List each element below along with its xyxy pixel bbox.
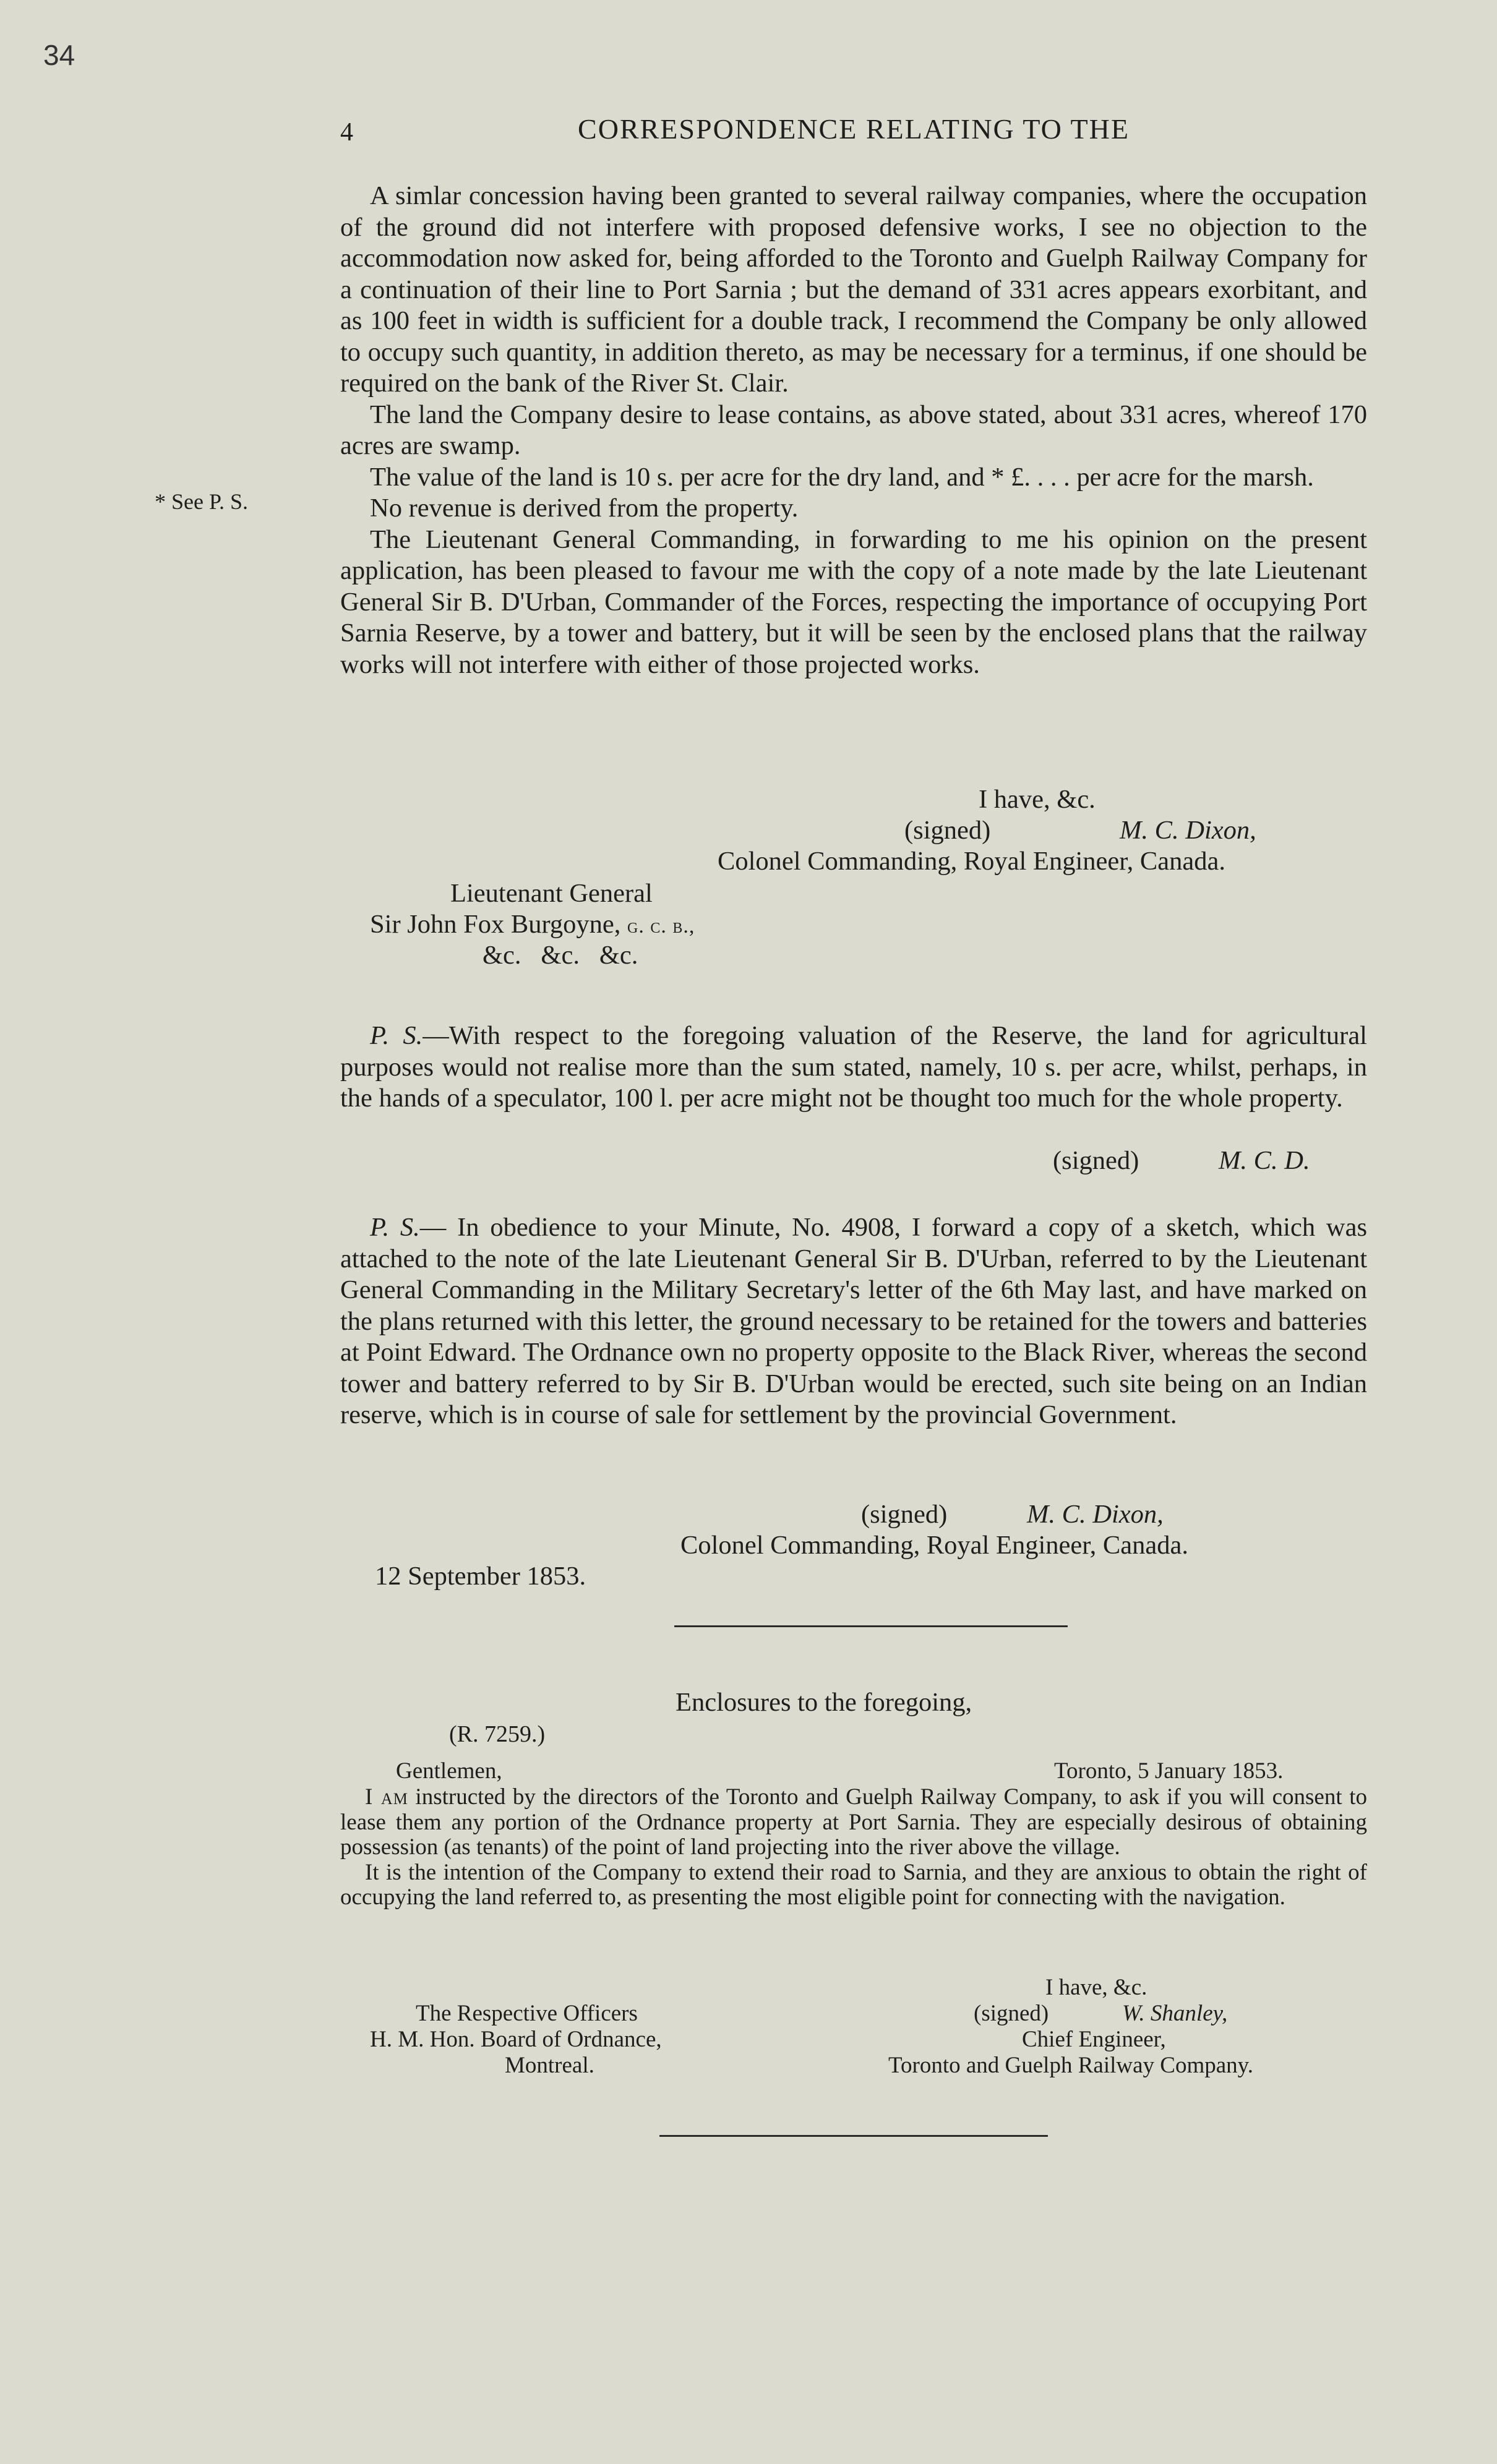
enclosure-signer-company: Toronto and Guelph Railway Company. — [888, 2053, 1253, 2078]
enclosure-lead: I am — [365, 1784, 408, 1810]
enclosure-paragraph-1: instructed by the directors of the Toronto and Guelph Railway Company, to ask if you will consent to lease them any portion of the Ordnance property at Port Sarnia. They are especially desirous of obtaining possession (as tenants) of the point of land projecting into the river above the village. — [340, 1784, 1367, 1860]
enclosure-i-have: I have, &c. — [1045, 1975, 1147, 2000]
paragraph-4: No revenue is derived from the property. — [370, 494, 799, 523]
closing-signer: M. C. Dixon, — [1120, 816, 1256, 845]
margin-note: * See P. S. — [155, 489, 249, 514]
ps2-signed: (signed) — [861, 1500, 948, 1529]
enclosure-addressee-line-1: The Respective Officers — [416, 2001, 638, 2026]
enclosure-letter-body — [340, 1785, 1367, 1910]
enclosure-addressee-line-3: Montreal. — [505, 2053, 594, 2078]
ps1-label: P. S. — [370, 1021, 423, 1050]
header-title: CORRESPONDENCE RELATING TO THE — [578, 113, 1130, 145]
ps2-text: — In obedience to your Minute, No. 4908, I forward a copy of a sketch, which was attached to the note of the late Lieutenant General Sir B. D'Urban, referred to by the Lieutenant General Commanding in the Military Secretary's letter of the 6th May last, and have marked on the plans returned with this letter, the ground necessary to be retained for the towers and batteries at Point Edward. The Ordnance own no property opposite to the Black River, whereas the second tower and battery referred to by Sir B. D'Urban would be erected, such site being on an Indian reserve, which is in course of sale for settlement by the provincial Government. — [340, 1213, 1368, 1429]
ps2-date: 12 September 1853. — [375, 1562, 586, 1591]
ps2-label: P. S. — [370, 1213, 420, 1242]
enclosure-salutation: Gentlemen, — [396, 1758, 502, 1784]
divider-1 — [674, 1625, 1068, 1627]
closing-signer-title: Colonel Commanding, Royal Engineer, Canada. — [718, 847, 1225, 876]
enclosure-paragraph-2: It is the intention of the Company to extend their road to Sarnia, and they are anxious to obtain the right of occupying the land referred to, as presenting the most eligible point for connecting with the navigation. — [340, 1859, 1367, 1910]
enclosure-place-date: Toronto, 5 January 1853. — [1054, 1758, 1284, 1784]
letter-body — [340, 181, 1367, 680]
paragraph-2: The land the Company desire to lease contains, as above stated, about 331 acres, whereof 170 acres are swamp. — [340, 400, 1367, 460]
enclosure-signer: W. Shanley, — [1122, 2001, 1228, 2026]
ps2-signer: M. C. Dixon, — [1027, 1500, 1164, 1529]
divider-2 — [659, 2135, 1048, 2137]
page-number: 34 — [43, 39, 75, 71]
ps2-signer-title: Colonel Commanding, Royal Engineer, Canada. — [680, 1531, 1188, 1560]
enclosure-addressee-line-2: H. M. Hon. Board of Ordnance, — [370, 2027, 662, 2052]
enclosure-reference: (R. 7259.) — [449, 1721, 546, 1747]
ps1-text: —With respect to the foregoing valuation of the Reserve, the land for agricultural purposes would not realise more than the sum stated, namely, 10 s. per acre, whilst, perhaps, in the hands of a speculator, 100 l. per acre might not be thought too much for the whole property. — [340, 1021, 1367, 1113]
closing-i-have: I have, &c. — [979, 785, 1096, 814]
paragraph-5: The Lieutenant General Commanding, in forwarding to me his opinion on the present application, has been pleased to favour me with the copy of a note made by the late Lieutenant General Sir B. D'Urban, Commander of the Forces, respecting the importance of occupying Port Sarnia Reserve, by a tower and battery, but it will be seen by the enclosed plans that the railway works will not interfere with either of those projected works. — [340, 524, 1367, 679]
addressee-line-2: Sir John Fox Burgoyne, g. c. b., — [370, 910, 695, 939]
enclosure-signed: (signed) — [974, 2001, 1049, 2026]
paragraph-1: A simlar concession having been granted to several railway companies, where the occupation of the ground did not interfere with proposed defensive works, I see no objection to the accommodation now asked for, being afforded to the Toronto and Guelph Railway Company for a continuation of their line to Port Sarnia ; but the demand of 331 acres appears exorbitant, and as 100 feet in width is sufficient for a double track, I recommend the Company be only allowed to occupy such quantity, in addition thereto, as may be necessary for a terminus, if one should be required on the bank of the River St. Clair. — [340, 181, 1367, 398]
enclosures-heading: Enclosures to the foregoing, — [676, 1688, 972, 1717]
ps1-signed: (signed) — [1053, 1146, 1139, 1175]
postscript-1 — [340, 1020, 1367, 1114]
addressee-line-1: Lieutenant General — [450, 879, 653, 908]
addressee-line-3: &c. &c. &c. — [483, 941, 638, 970]
enclosure-signer-title: Chief Engineer, — [1022, 2027, 1166, 2052]
ps1-signer: M. C. D. — [1219, 1146, 1310, 1175]
paragraph-3: The value of the land is 10 s. per acre for the dry land, and * £. . . . per acre for the marsh. — [370, 462, 1314, 492]
postscript-2 — [340, 1212, 1367, 1431]
closing-signed: (signed) — [904, 816, 991, 845]
running-header — [340, 113, 1367, 150]
header-page-number: 4 — [340, 118, 353, 147]
